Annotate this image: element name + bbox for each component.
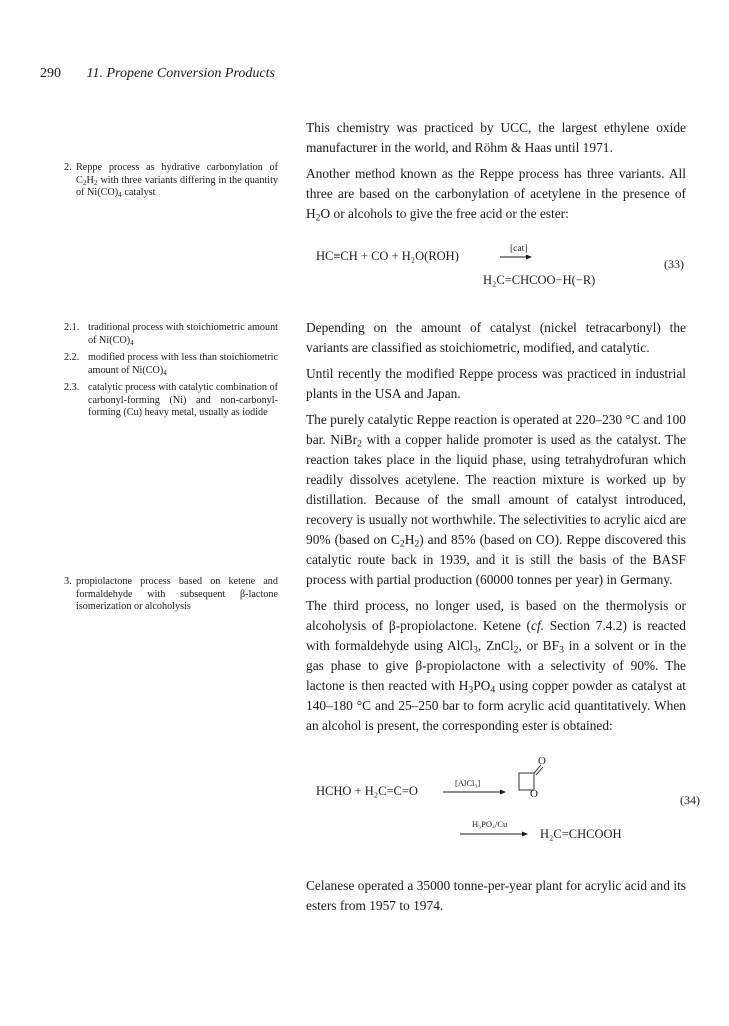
running-header — [40, 66, 275, 82]
body-block-2 — [306, 318, 686, 736]
paragraph-catalytic: The purely catalytic Reppe reaction is operated at 220–230 °C and 100 bar. NiBr$_2$ with a copper halide promoter is used as the catalyst. The reaction takes place in the liquid phase, using tetrahydrofuran which readily dissolves acetylene. The reaction mixture is worked up by distillation. Because of the small amount of catalyst introduced, recovery is usually not worthwhile. The selectivities to acrylic aicd are 90% (based on $C_2H_2$) and 85% (based on CO). Reppe discovered this catalytic route back in 1939, and it is still the basis of the BASF process with partial production (60000 tonnes per year) in Germany. — [306, 412, 686, 587]
eq34-number: (34) — [680, 793, 700, 807]
sidenote-2-3: 2.3. catalytic process with catalytic combination of carbonyl-forming (Ni) and non-carbonyl-forming (Cu) heavy metal, usually as iodide — [64, 382, 278, 418]
eq34-catalyst-2: H₃PO₄/Cu — [472, 819, 508, 829]
sidenote-3: 3. propiolactone process based on ketene and formaldehyde with subsequent β-lactone isomerization or alcoholysis — [64, 576, 278, 612]
eq34-arrowhead-2 — [522, 832, 528, 837]
page-number: 290 — [40, 66, 61, 81]
eq34-product: H₂C=CHCOOH — [540, 827, 622, 841]
equation-33 — [300, 240, 700, 300]
eq34-catalyst-1: [AlCl₃] — [455, 778, 481, 788]
paragraph-celanese: Celanese operated a 35000 tonne-per-year plant for acrylic acid and its esters from 1957 to 1974. — [306, 878, 686, 913]
equation-34 — [300, 752, 700, 848]
carbonyl-bond-b — [536, 767, 543, 775]
eq33-number: (33) — [664, 257, 684, 271]
eq33-catalyst: [cat] — [510, 244, 528, 254]
eq34-reactants: HCHO + H₂C=C=O — [316, 784, 418, 798]
eq33-reactants: HC≡CH + CO + H₂O(ROH) — [316, 249, 459, 263]
body-block-1 — [306, 118, 686, 224]
paragraph-variants: Depending on the amount of catalyst (nickel tetracarbonyl) the variants are classified as stoichiometric, modified, and catalytic. — [306, 320, 686, 355]
ring-oxygen: O — [530, 788, 538, 800]
eq34-arrowhead-1 — [500, 790, 506, 795]
body-block-3 — [306, 876, 686, 916]
sidenote-2: 2. Reppe process as hydrative carbonylation of $C_2H_2$ with three variants differing in the quantity of $Ni(CO)_4$ catalyst — [64, 162, 278, 199]
paragraph-reppe-intro: Another method known as the Reppe process has three variants. All three are based on the carbonylation of acetylene in the presence of $H_2O$ or alcohols to give the free acid or the ester: — [306, 166, 686, 224]
paragraph-propiolactone: The third process, no longer used, is based on the thermolysis or alcoholysis of β-propiolactone. Ketene (cf. Section 7.4.2) is reacted with formaldehyde using AlCl$_3$, ZnCl$_2$, or $BF_3$ in a solvent or in the gas phase to give β-propiolactone with a selectivity of 90%. The lactone is then reacted with $H_3PO_4$ using copper powder as catalyst at 140–180 °C and 25–250 bar to form acrylic acid quantitatively. When an alcohol is present, the corresponding ester is obtained: — [306, 598, 687, 733]
paragraph-ucc: This chemistry was practiced by UCC, the largest ethylene oxide manufacturer in the world, and Röhm & Haas until 1971. — [306, 120, 686, 155]
sidenote-2-1: 2.1. traditional process with stoichiometric amount of $Ni(CO)_4$ — [64, 322, 278, 347]
carbonyl-oxygen: O — [538, 755, 546, 767]
eq33-arrowhead — [526, 255, 532, 260]
eq33-product: H₂C=CHCOO−H(−R) — [483, 273, 596, 287]
sidenotes-variants — [64, 322, 278, 425]
sidenote-2-2: 2.2. modified process with less than stoichiometric amount of $Ni(CO)_4$ — [64, 352, 278, 377]
running-title: 11. Propene Conversion Products — [86, 66, 275, 81]
paragraph-modified: Until recently the modified Reppe process was practiced in industrial plants in the USA and Japan. — [306, 366, 686, 401]
